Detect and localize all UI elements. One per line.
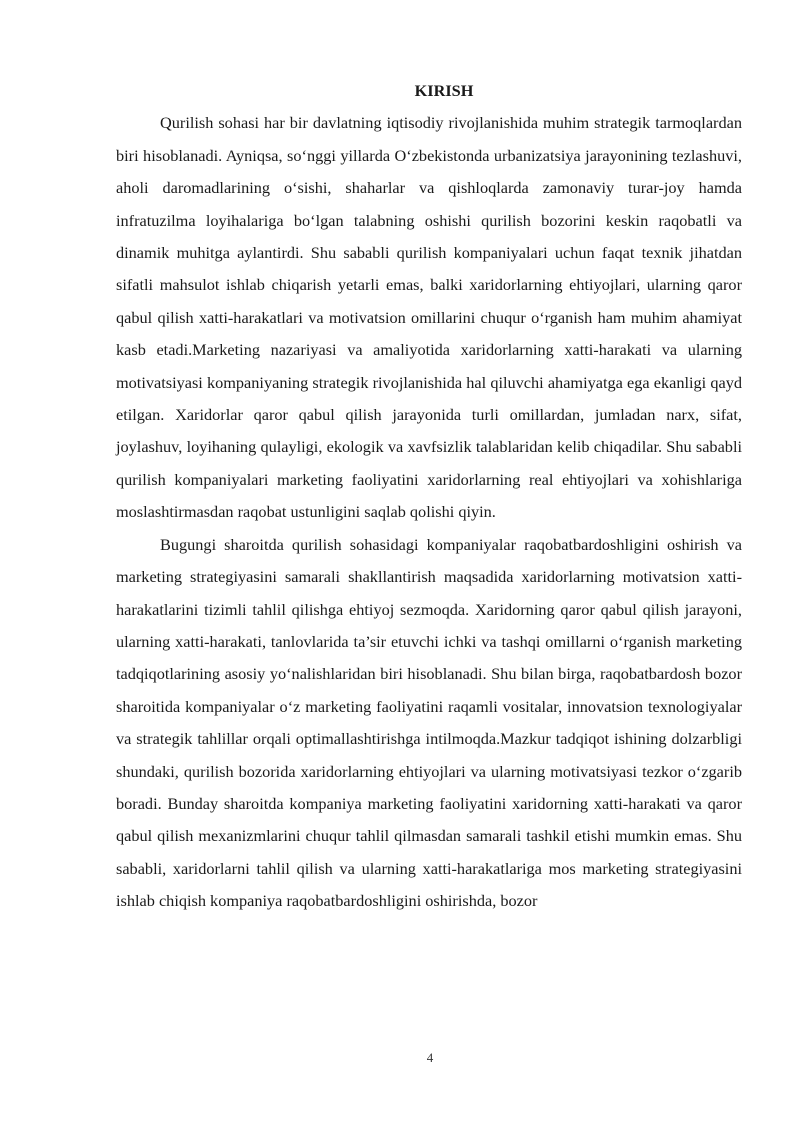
paragraph-1: Qurilish sohasi har bir davlatning iqtisodiy rivojlanishida muhim strategik tarmoqlardan biri hisoblanadi. Ayniqsa, so‘nggi yillarda O‘zbekistonda urbanizatsiya jarayonining tezlashuvi, aholi daromadlarining o‘sishi, shaharlar va qishloqlarda zamonaviy turar-joy hamda infratuzilma loyihalariga bo‘lgan talabning oshishi qurilish bozorini keskin raqobatli va dinamik muhitga aylantirdi. Shu sababli qurilish kompaniyalari uchun faqat texnik jihatdan sifatli mahsulot ishlab chiqarish yetarli emas, balki xaridorlarning ehtiyojlari, ularning qaror qabul qilish xatti-harakatlari va motivatsion omillarini chuqur o‘rganish ham muhim ahamiyat kasb etadi.Marketing nazariyasi va amaliyotida xaridorlarning xatti-harakati va ularning motivatsiyasi kompaniyaning strategik rivojlanishida hal qiluvchi ahamiyatga ega ekanligi qayd etilgan. Xaridorlar qaror qabul qilish jarayonida turli omillardan, jumladan narx, sifat, joylashuv, loyihaning qulayligi, ekologik va xavfsizlik talablaridan kelib chiqadilar. Shu sababli qurilish kompaniyalari marketing faoliyatini xaridorlarning real ehtiyojlari va xohishlariga moslashtirmasdan raqobat ustunligini saqlab qolishi qiyin. bbox=[116, 113, 742, 522]
paragraph-2: Bugungi sharoitda qurilish sohasidagi kompaniyalar raqobatbardoshligini oshirish va marketing strategiyasini samarali shakllantirish maqsadida xaridorlarning motivatsion xatti-harakatlarini tizimli tahlil qilishga ehtiyoj sezmoqda. Xaridorning qaror qabul qilish jarayoni, ularning xatti-harakati, tanlovlarida ta’sir etuvchi ichki va tashqi omillarni o‘rganish marketing tadqiqotlarining asosiy yo‘nalishlaridan biri hisoblanadi. Shu bilan birga, raqobatbardosh bozor sharoitida kompaniyalar o‘z marketing faoliyatini raqamli vositalar, innovatsion texnologiyalar va strategik tahlillar orqali optimallashtirishga intilmoqda.Mazkur tadqiqot ishining dolzarbligi shundaki, qurilish bozorida xaridorlarning ehtiyojlari va ularning motivatsiyasi tezkor o‘zgarib boradi. Bunday sharoitda kompaniya marketing faoliyatini xaridorning xatti-harakati va qaror qabul qilish mexanizmlarini chuqur tahlil qilmasdan samarali tashkil etishi mumkin emas. Shu sababli, xaridorlarni tahlil qilish va ularning xatti-harakatlariga mos marketing strategiyasini ishlab chiqish kompaniya raqobatbardoshligini oshirishda, bozor bbox=[116, 534, 742, 911]
page-number: 4 bbox=[426, 1050, 434, 1065]
page-content bbox=[116, 75, 742, 918]
section-heading: KIRISH bbox=[414, 81, 474, 100]
